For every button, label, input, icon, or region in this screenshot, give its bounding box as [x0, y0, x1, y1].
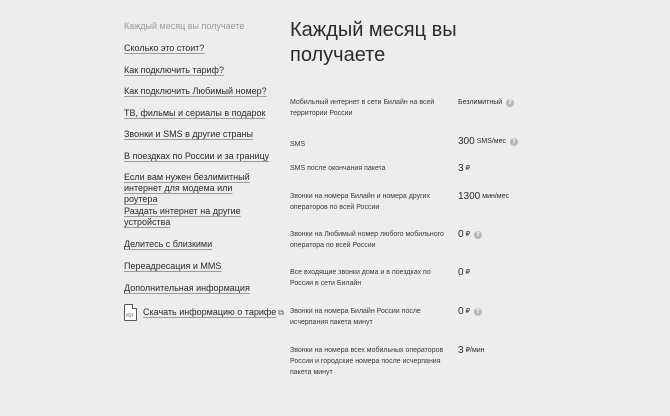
- page-title: Каждый месяц вы получаете: [290, 19, 457, 66]
- pdf-icon-label: PDF: [126, 313, 134, 318]
- value-unit: ₽: [465, 165, 471, 172]
- row-label: SMS после окончания пакета: [290, 165, 386, 172]
- sidebar-item-monthly[interactable]: Каждый месяц вы получаете: [124, 21, 245, 31]
- value-unit: ₽: [465, 308, 471, 315]
- row-label: Звонки на номера Билайн России после исчерпания пакета минут: [290, 308, 421, 326]
- sidebar-item-share-family[interactable]: Делитесь с близкими: [124, 239, 213, 249]
- row-value: [458, 97, 514, 109]
- row-value: [458, 229, 482, 241]
- row-value: [458, 191, 509, 203]
- value-number: 1300: [458, 191, 481, 202]
- value-unit: ₽: [465, 231, 471, 238]
- row-label: Звонки на номера Билайн и номера других операторов по всей России: [290, 193, 431, 211]
- value-unit: SMS/мес: [476, 138, 507, 145]
- info-icon[interactable]: ?: [510, 138, 518, 146]
- info-icon[interactable]: ?: [474, 308, 482, 316]
- sidebar-item-forwarding-mms[interactable]: Переадресация и MMS: [124, 261, 222, 271]
- row-value: [458, 345, 485, 357]
- sidebar-item-travel[interactable]: В поездках по России и за границу: [124, 151, 270, 161]
- info-icon[interactable]: ?: [506, 99, 514, 107]
- download-pdf-link[interactable]: Скачать информацию о тарифе: [143, 307, 277, 317]
- value-unit: ₽/мин: [465, 347, 485, 354]
- download-pdf-row[interactable]: [124, 304, 284, 321]
- row-label: Звонки на номера всех мобильных операторов России и городские номера после исчерпания пакета минут: [290, 347, 444, 376]
- main-content: [290, 18, 540, 376]
- value-number: 0: [458, 267, 464, 278]
- pdf-file-icon: [124, 304, 137, 321]
- row-value: [458, 163, 470, 175]
- value-number: 3: [458, 345, 464, 356]
- download-icon: ⧉: [278, 307, 284, 317]
- row-value: [458, 306, 482, 318]
- value-unit: ₽: [465, 269, 471, 276]
- value-number: Безлимитный: [458, 99, 503, 106]
- row-label: SMS: [290, 141, 306, 148]
- sidebar-item-connect-tariff[interactable]: Как подключить тариф?: [124, 65, 224, 75]
- value-number: 0: [458, 229, 464, 240]
- row-label: Все входящие звонки дома и в поездках по России в сети Билайн: [290, 269, 431, 287]
- value-number: 3: [458, 163, 464, 174]
- row-label: Мобильный интернет в сети Билайн на всей территории России: [290, 99, 435, 117]
- value-number: 0: [458, 306, 464, 317]
- value-unit: мин/мес: [482, 193, 509, 200]
- sidebar-item-share-internet[interactable]: Раздать интернет на другие устройства: [124, 206, 241, 227]
- info-icon[interactable]: ?: [474, 231, 482, 239]
- row-value: [458, 136, 518, 148]
- sidebar-item-cost[interactable]: Сколько это стоит?: [124, 43, 205, 53]
- sidebar-item-favorite-number[interactable]: Как подключить Любимый номер?: [124, 86, 267, 96]
- value-number: 300: [458, 136, 475, 147]
- row-value: [458, 267, 470, 279]
- sidebar-item-additional-info[interactable]: Дополнительная информация: [124, 283, 250, 293]
- sidebar-item-modem-internet[interactable]: Если вам нужен безлимитный интернет для модема или роутера: [124, 172, 250, 204]
- sidebar-item-tv-gift[interactable]: ТВ, фильмы и сериалы в подарок: [124, 108, 266, 118]
- sidebar-item-international[interactable]: Звонки и SMS в другие страны: [124, 129, 253, 139]
- row-label: Звонки на Любимый номер любого мобильного оператора по всей России: [290, 231, 444, 249]
